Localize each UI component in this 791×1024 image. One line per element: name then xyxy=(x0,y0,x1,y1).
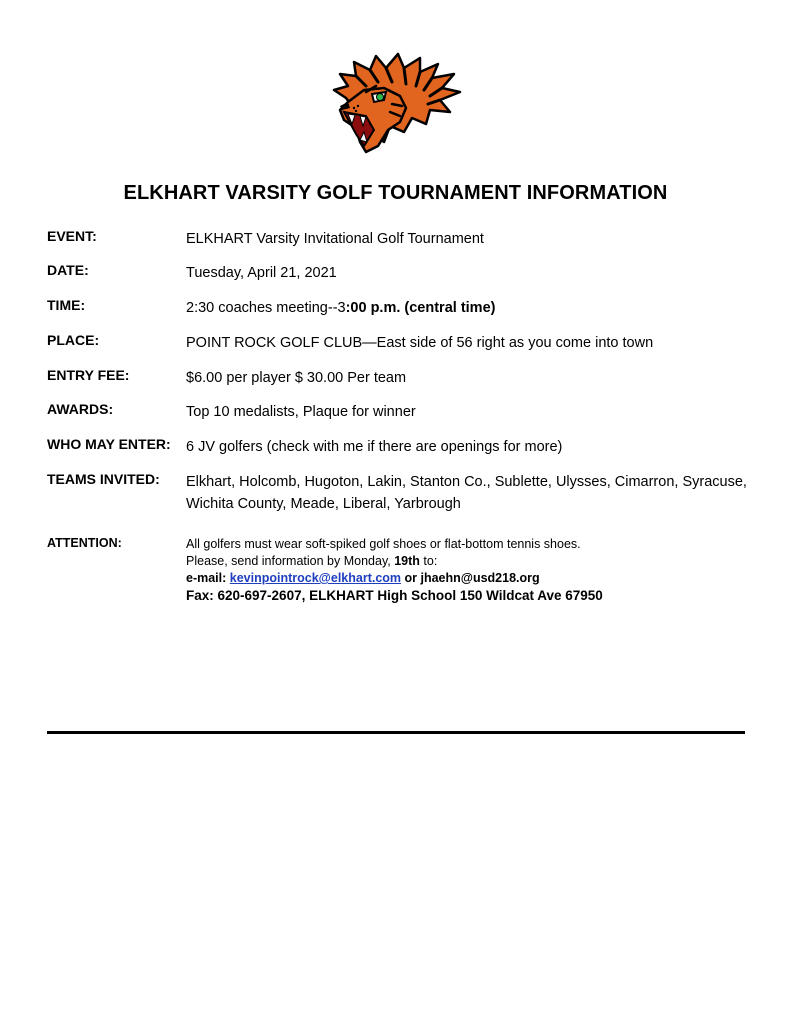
teams-invited-line-2: Wichita County, Meade, Liberal, Yarbrough xyxy=(186,496,461,512)
entry-fee-label: ENTRY FEE: xyxy=(47,367,130,383)
event-value: ELKHART Varsity Invitational Golf Tournament xyxy=(186,231,484,247)
place-value: POINT ROCK GOLF CLUB—East side of 56 right as you come into town xyxy=(186,335,654,351)
attention-line-2-prefix: Please, send information by Monday, xyxy=(186,554,395,568)
awards-value: Top 10 medalists, Plaque for winner xyxy=(186,404,416,420)
place-label: PLACE: xyxy=(47,332,100,348)
email-suffix: or jhaehn@usd218.org xyxy=(401,571,540,585)
who-may-enter-label: WHO MAY ENTER: xyxy=(47,436,171,452)
attention-line-2 xyxy=(186,553,746,570)
attention-block xyxy=(186,536,746,604)
email-link[interactable]: kevinpointrock@elkhart.com xyxy=(229,571,402,585)
event-label: EVENT: xyxy=(47,228,97,244)
time-value xyxy=(186,297,756,319)
teams-invited-label: TEAMS INVITED: xyxy=(47,471,160,487)
attention-label: ATTENTION: xyxy=(47,536,122,550)
fax-line: Fax: 620-697-2607, ELKHART High School 150 Wildcat Ave 67950 xyxy=(186,588,603,603)
awards-label: AWARDS: xyxy=(47,401,114,417)
entry-fee-value: $6.00 per player $ 30.00 Per team xyxy=(186,370,407,386)
teams-invited-value xyxy=(186,471,756,515)
who-may-enter-value: 6 JV golfers (check with me if there are openings for more) xyxy=(186,439,563,455)
attention-line-1: All golfers must wear soft-spiked golf shoes or flat-bottom tennis shoes. xyxy=(186,537,581,551)
teams-invited-line-1: Elkhart, Holcomb, Hugoton, Lakin, Stanton Co., Sublette, Ulysses, Cimarron, Syracuse, xyxy=(186,474,747,490)
time-label: TIME: xyxy=(47,297,86,313)
date-value: Tuesday, April 21, 2021 xyxy=(186,265,337,281)
attention-deadline: 19th xyxy=(394,554,420,568)
time-value-start: 2:30 coaches meeting--3 xyxy=(186,300,346,316)
wildcat-logo-icon xyxy=(326,50,466,156)
email-prefix: e-mail: xyxy=(186,571,230,585)
page-title: ELKHART VARSITY GOLF TOURNAMENT INFORMATION xyxy=(123,182,668,204)
horizontal-divider xyxy=(47,731,745,734)
time-value-bold: :00 p.m. (central time) xyxy=(345,300,496,316)
attention-line-2-suffix: to: xyxy=(419,554,438,568)
email-line xyxy=(186,570,746,587)
date-label: DATE: xyxy=(47,262,89,278)
